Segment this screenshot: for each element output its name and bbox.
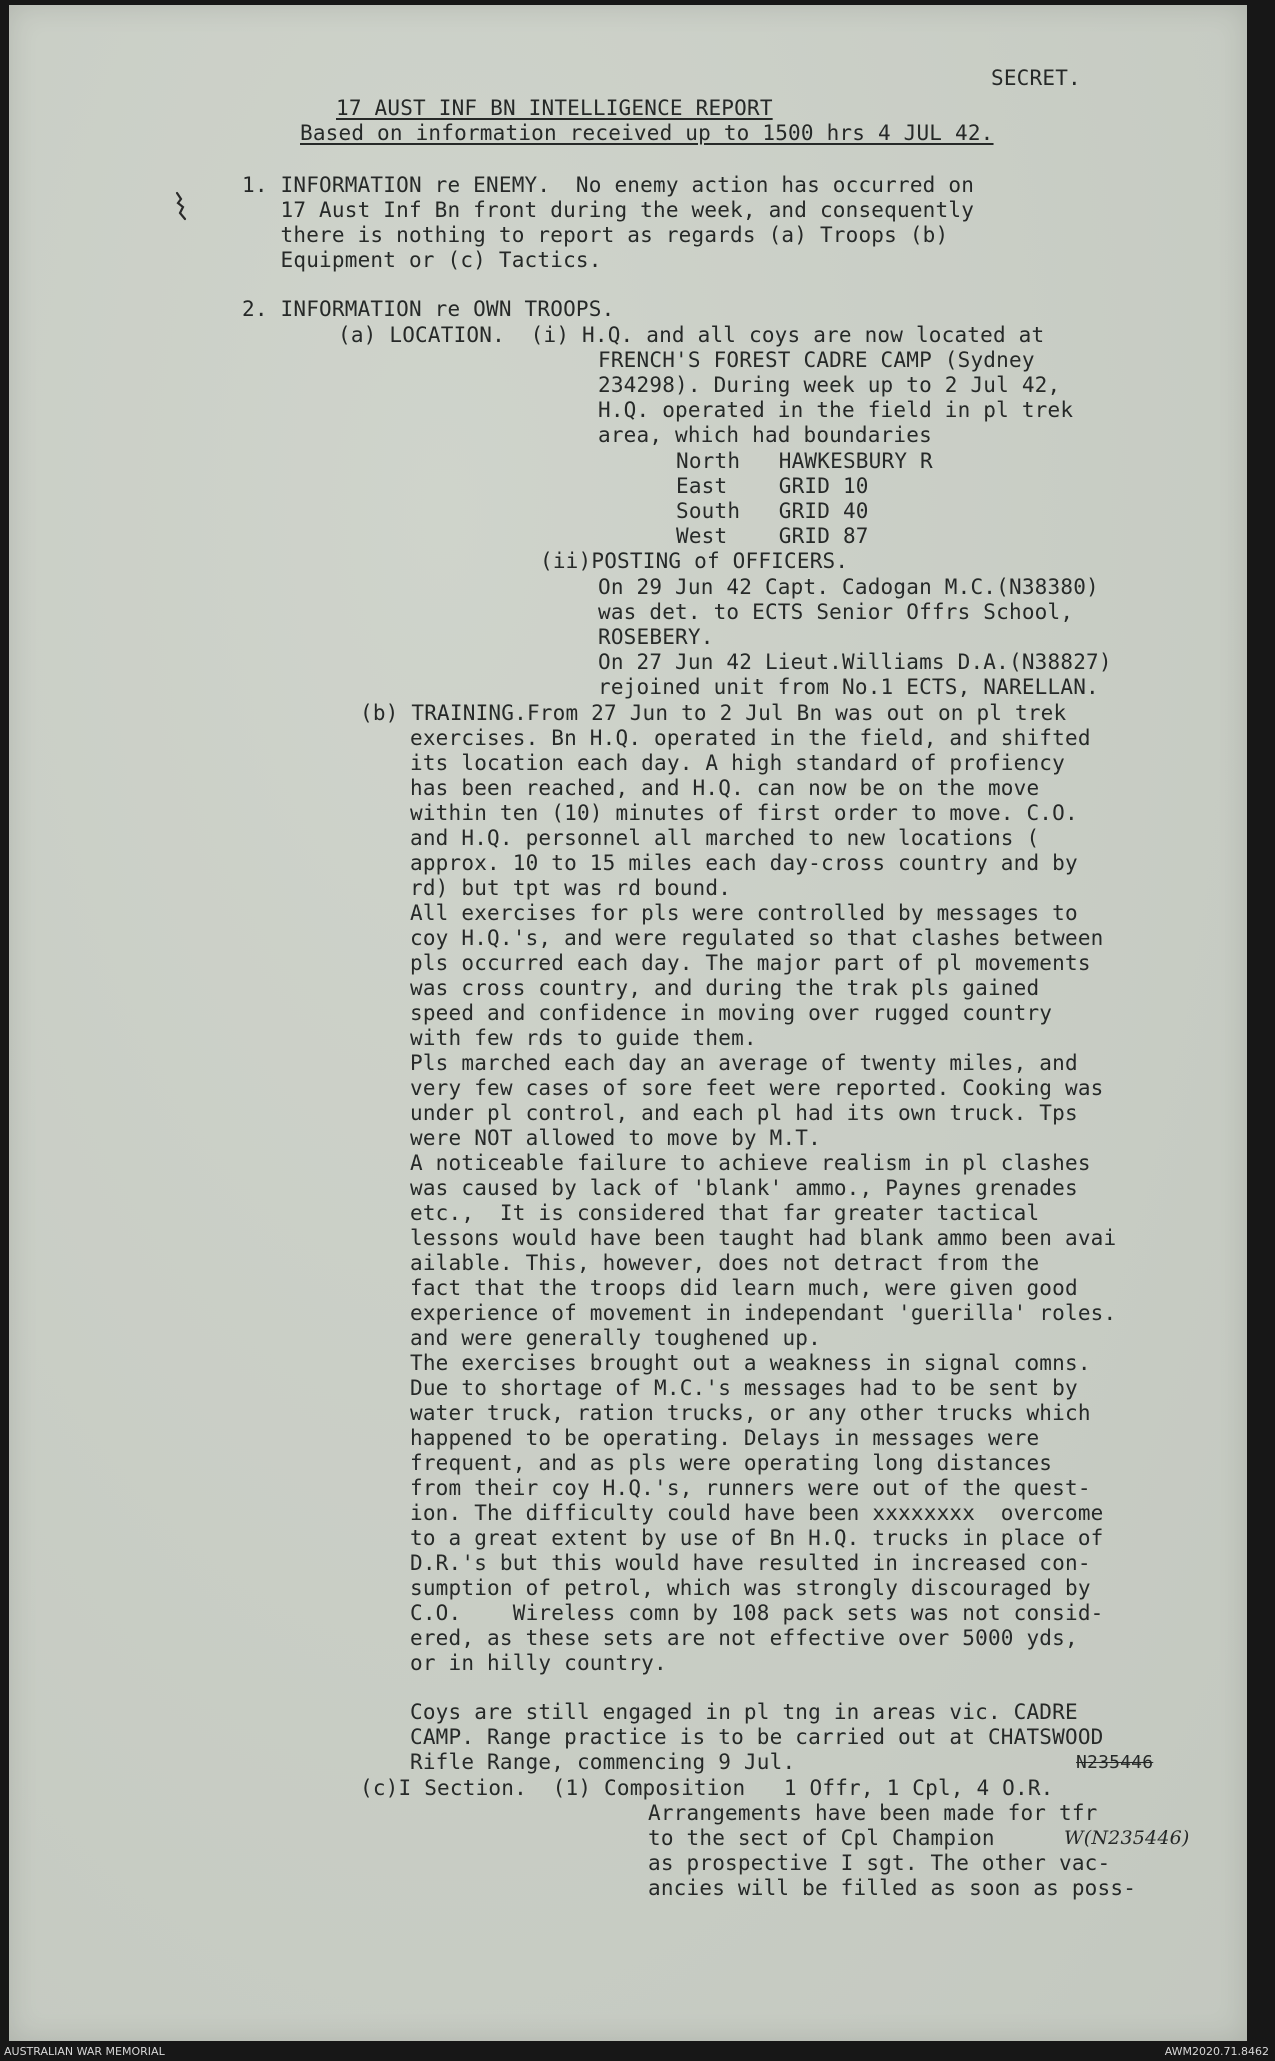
text-line: area, which had boundaries <box>598 423 932 447</box>
text-line: (a) LOCATION. (i) H.Q. and all coys are now located at <box>338 323 1045 347</box>
text-line: North HAWKESBURY R <box>676 449 933 473</box>
text-line: to a great extent by use of Bn H.Q. trucks in place of <box>410 1526 1104 1550</box>
text-line: were NOT allowed to move by M.T. <box>410 1126 821 1150</box>
text-line: FRENCH'S FOREST CADRE CAMP (Sydney <box>598 348 1035 372</box>
text-line: very few cases of sore feet were reported. Cooking was <box>410 1076 1104 1100</box>
text-line: West GRID 87 <box>676 524 869 548</box>
text-line: within ten (10) minutes of first order to move. C.O. <box>410 801 1078 825</box>
text-line: ailable. This, however, does not detract from the <box>410 1251 1040 1275</box>
text-line: as prospective I sgt. The other vac- <box>648 1851 1111 1875</box>
text-line: to the sect of Cpl Champion <box>648 1826 995 1850</box>
text-line: (b) TRAINING.From 27 Jun to 2 Jul Bn was out on pl trek <box>360 701 1067 725</box>
text-line: C.O. Wireless comn by 108 pack sets was not consid- <box>410 1601 1104 1625</box>
text-line: D.R.'s but this would have resulted in increased con- <box>410 1551 1091 1575</box>
text-line: was caused by lack of 'blank' ammo., Paynes grenades <box>410 1176 1078 1200</box>
text-line: Rifle Range, commencing 9 Jul. <box>410 1750 796 1774</box>
text-line: rejoined unit from No.1 ECTS, NARELLAN. <box>598 675 1099 699</box>
text-line: there is nothing to report as regards (a) Troops (b) <box>242 223 949 247</box>
text-line: Equipment or (c) Tactics. <box>242 248 602 272</box>
text-line: A noticeable failure to achieve realism in pl clashes <box>410 1151 1091 1175</box>
classification-label: SECRET. <box>991 66 1081 90</box>
text-line: All exercises for pls were controlled by messages to <box>410 901 1078 925</box>
text-line: On 29 Jun 42 Capt. Cadogan M.C.(N38380) <box>598 575 1099 599</box>
text-line: and were generally toughened up. <box>410 1326 821 1350</box>
text-line: etc., It is considered that far greater tactical <box>410 1201 1040 1225</box>
text-line: has been reached, and H.Q. can now be on the move <box>410 776 1040 800</box>
text-line: frequent, and as pls were operating long distances <box>410 1451 1053 1475</box>
text-line: Arrangements have been made for tfr <box>648 1801 1098 1825</box>
text-line: and H.Q. personnel all marched to new locations ( <box>410 826 1040 850</box>
footer-accession: AWM2020.71.8462 <box>1164 2045 1269 2058</box>
text-line: Coys are still engaged in pl tng in areas vic. CADRE <box>410 1700 1078 1724</box>
text-line: water truck, ration trucks, or any other trucks which <box>410 1401 1091 1425</box>
text-line: Due to shortage of M.C.'s messages had to be sent by <box>410 1376 1078 1400</box>
handwritten-annotation: W(N235446) <box>1064 1827 1190 1849</box>
text-line: pls occurred each day. The major part of pl movements <box>410 951 1091 975</box>
text-line: South GRID 40 <box>676 499 869 523</box>
text-line: ancies will be filled as soon as poss- <box>648 1876 1137 1900</box>
text-line: East GRID 10 <box>676 474 869 498</box>
text-line: happened to be operating. Delays in messages were <box>410 1426 1040 1450</box>
report-title: 17 AUST INF BN INTELLIGENCE REPORT <box>336 96 773 120</box>
text-line: ROSEBERY. <box>598 625 714 649</box>
text-line: CAMP. Range practice is to be carried out at CHATSWOOD <box>410 1725 1104 1749</box>
text-line: H.Q. operated in the field in pl trek <box>598 398 1074 422</box>
text-line: with few rds to guide them. <box>410 1026 757 1050</box>
ink-mark-icon <box>173 191 191 221</box>
text-line: The exercises brought out a weakness in signal comns. <box>410 1351 1091 1375</box>
text-line: ered, as these sets are not effective over 5000 yds, <box>410 1626 1078 1650</box>
text-line: On 27 Jun 42 Lieut.Williams D.A.(N38827) <box>598 650 1112 674</box>
text-line: exercises. Bn H.Q. operated in the field, and shifted <box>410 726 1091 750</box>
text-line: or in hilly country. <box>410 1651 667 1675</box>
text-line: (c)I Section. (1) Composition 1 Offr, 1 Cpl, 4 O.R. <box>360 1776 1054 1800</box>
text-line: experience of movement in independant 'guerilla' roles. <box>410 1301 1117 1325</box>
text-line: speed and confidence in moving over rugged country <box>410 1001 1053 1025</box>
text-line: coy H.Q.'s, and were regulated so that clashes between <box>410 926 1104 950</box>
struck-number: N235446 <box>1076 1752 1154 1773</box>
text-line: Pls marched each day an average of twenty miles, and <box>410 1051 1078 1075</box>
text-line: lessons would have been taught had blank ammo been avai <box>410 1226 1117 1250</box>
text-line: 234298). During week up to 2 Jul 42, <box>598 373 1061 397</box>
text-line: rd) but tpt was rd bound. <box>410 876 732 900</box>
text-line: approx. 10 to 15 miles each day-cross country and by <box>410 851 1078 875</box>
text-line: under pl control, and each pl had its own truck. Tps <box>410 1101 1078 1125</box>
text-line: 1. INFORMATION re ENEMY. No enemy action has occurred on <box>242 173 975 197</box>
text-line: ion. The difficulty could have been xxxxxxxx overcome <box>410 1501 1104 1525</box>
text-line: 2. INFORMATION re OWN TROOPS. <box>242 297 615 321</box>
text-line: (ii)POSTING of OFFICERS. <box>540 549 849 573</box>
report-subtitle: Based on information received up to 1500 hrs 4 JUL 42. <box>300 121 994 145</box>
text-line: was det. to ECTS Senior Offrs School, <box>598 600 1074 624</box>
footer-source: AUSTRALIAN WAR MEMORIAL <box>4 2045 165 2058</box>
text-line: fact that the troops did learn much, were given good <box>410 1276 1078 1300</box>
text-line: sumption of petrol, which was strongly discouraged by <box>410 1576 1091 1600</box>
text-line: was cross country, and during the trak pls gained <box>410 976 1040 1000</box>
text-line: from their coy H.Q.'s, runners were out of the quest- <box>410 1476 1091 1500</box>
text-line: 17 Aust Inf Bn front during the week, and consequently <box>242 198 975 222</box>
text-line: its location each day. A high standard of profiency <box>410 751 1065 775</box>
